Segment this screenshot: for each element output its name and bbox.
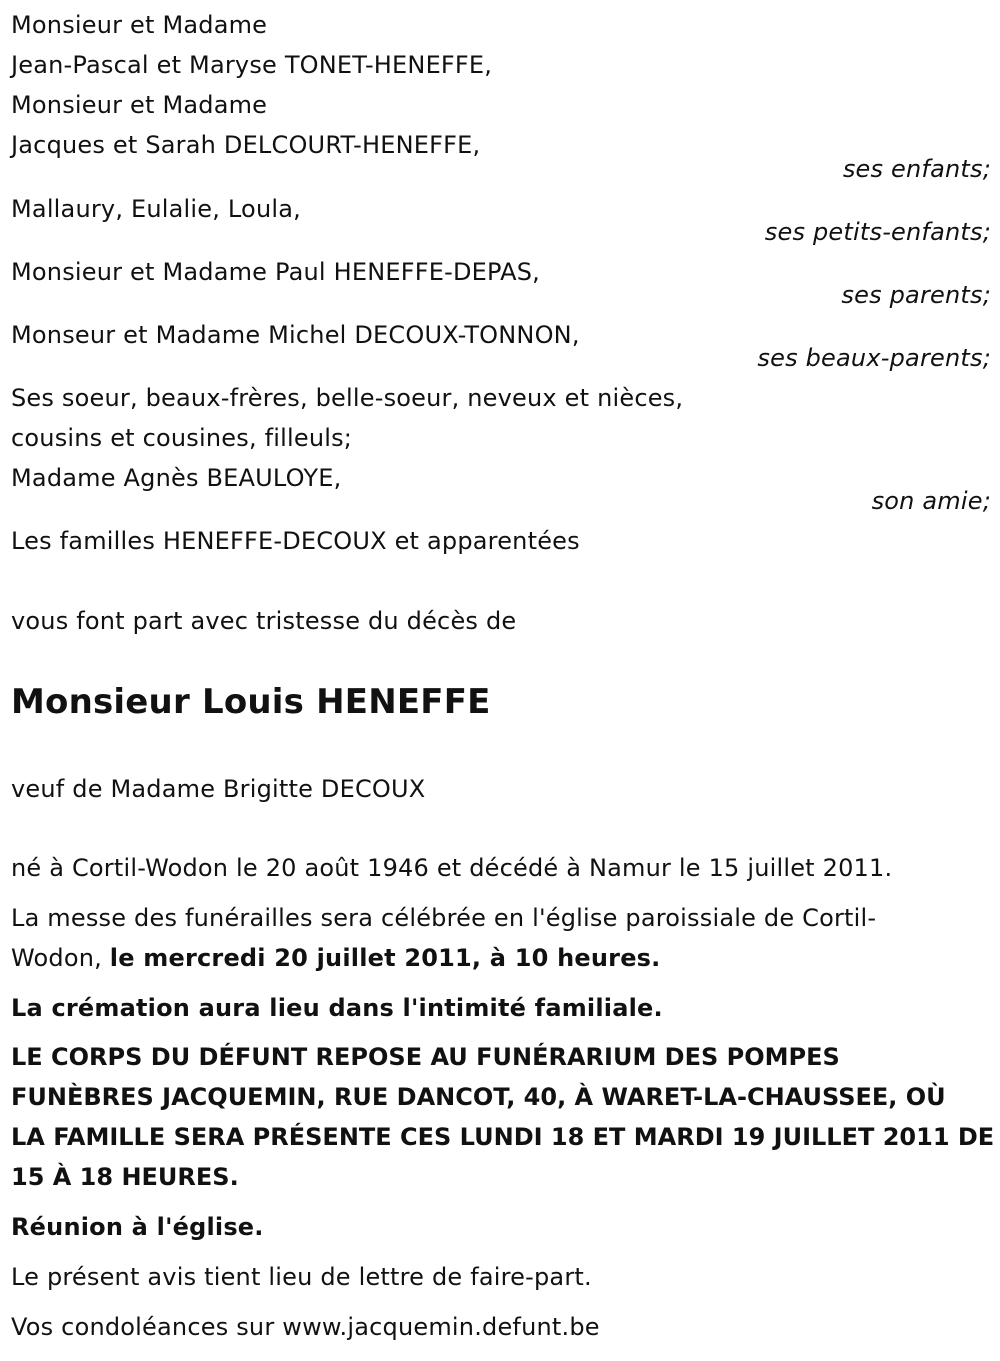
deceased-name: Monsieur Louis HENEFFE [11, 682, 491, 722]
viewing-line: LA FAMILLE SERA PRÉSENTE CES LUNDI 18 ET MARDI 19 JUILLET 2011 DE [11, 1123, 995, 1151]
relation-label: ses parents; [841, 281, 991, 309]
viewing-line: 15 À 18 HEURES. [11, 1163, 239, 1191]
cremation-text: La crémation aura lieu dans l'intimité familiale. [11, 994, 663, 1022]
announcement-text: vous font part avec tristesse du décès de [11, 607, 517, 635]
family-line: Jacques et Sarah DELCOURT-HENEFFE, [11, 131, 481, 159]
family-line: cousins et cousines, filleuls; [11, 424, 353, 452]
family-line: Madame Agnès BEAULOYE, [11, 464, 342, 492]
funeral-line-2 [11, 938, 660, 978]
relation-label: son amie; [871, 487, 991, 515]
family-line: Monsieur et Madame [11, 91, 268, 119]
family-line: Monsieur et Madame Paul HENEFFE-DEPAS, [11, 258, 541, 286]
family-line: Monsieur et Madame [11, 11, 268, 39]
widower-text: veuf de Madame Brigitte DECOUX [11, 775, 426, 803]
notice-note: Le présent avis tient lieu de lettre de faire-part. [11, 1263, 592, 1291]
family-line: Jean-Pascal et Maryse TONET-HENEFFE, [11, 51, 493, 79]
meeting-text: Réunion à l'église. [11, 1213, 264, 1241]
relation-label: ses beaux-parents; [757, 344, 991, 372]
relation-label: ses petits-enfants; [764, 218, 991, 246]
funeral-line-1: La messe des funérailles sera célébrée en l'église paroissiale de Cortil- [11, 904, 877, 932]
birth-death-text: né à Cortil-Wodon le 20 août 1946 et décédé à Namur le 15 juillet 2011. [11, 854, 893, 882]
relation-label: ses enfants; [842, 155, 991, 183]
funeral-location-suffix: Wodon, [11, 944, 110, 972]
condolences-link[interactable]: www.jacquemin.defunt.be [282, 1313, 600, 1341]
funeral-datetime: le mercredi 20 juillet 2011, à 10 heures. [109, 944, 661, 972]
family-line: Les familles HENEFFE-DECOUX et apparentées [11, 527, 580, 555]
viewing-line: LE CORPS DU DÉFUNT REPOSE AU FUNÉRARIUM DES POMPES [11, 1043, 840, 1071]
condolences-prefix: Vos condoléances sur [11, 1313, 283, 1341]
family-line: Ses soeur, beaux-frères, belle-soeur, neveux et nièces, [11, 384, 684, 412]
viewing-line: FUNÈBRES JACQUEMIN, RUE DANCOT, 40, À WARET-LA-CHAUSSEE, OÙ [11, 1083, 946, 1111]
family-line: Mallaury, Eulalie, Loula, [11, 195, 301, 223]
family-line: Monseur et Madame Michel DECOUX-TONNON, [11, 321, 580, 349]
condolences-line [11, 1307, 600, 1347]
